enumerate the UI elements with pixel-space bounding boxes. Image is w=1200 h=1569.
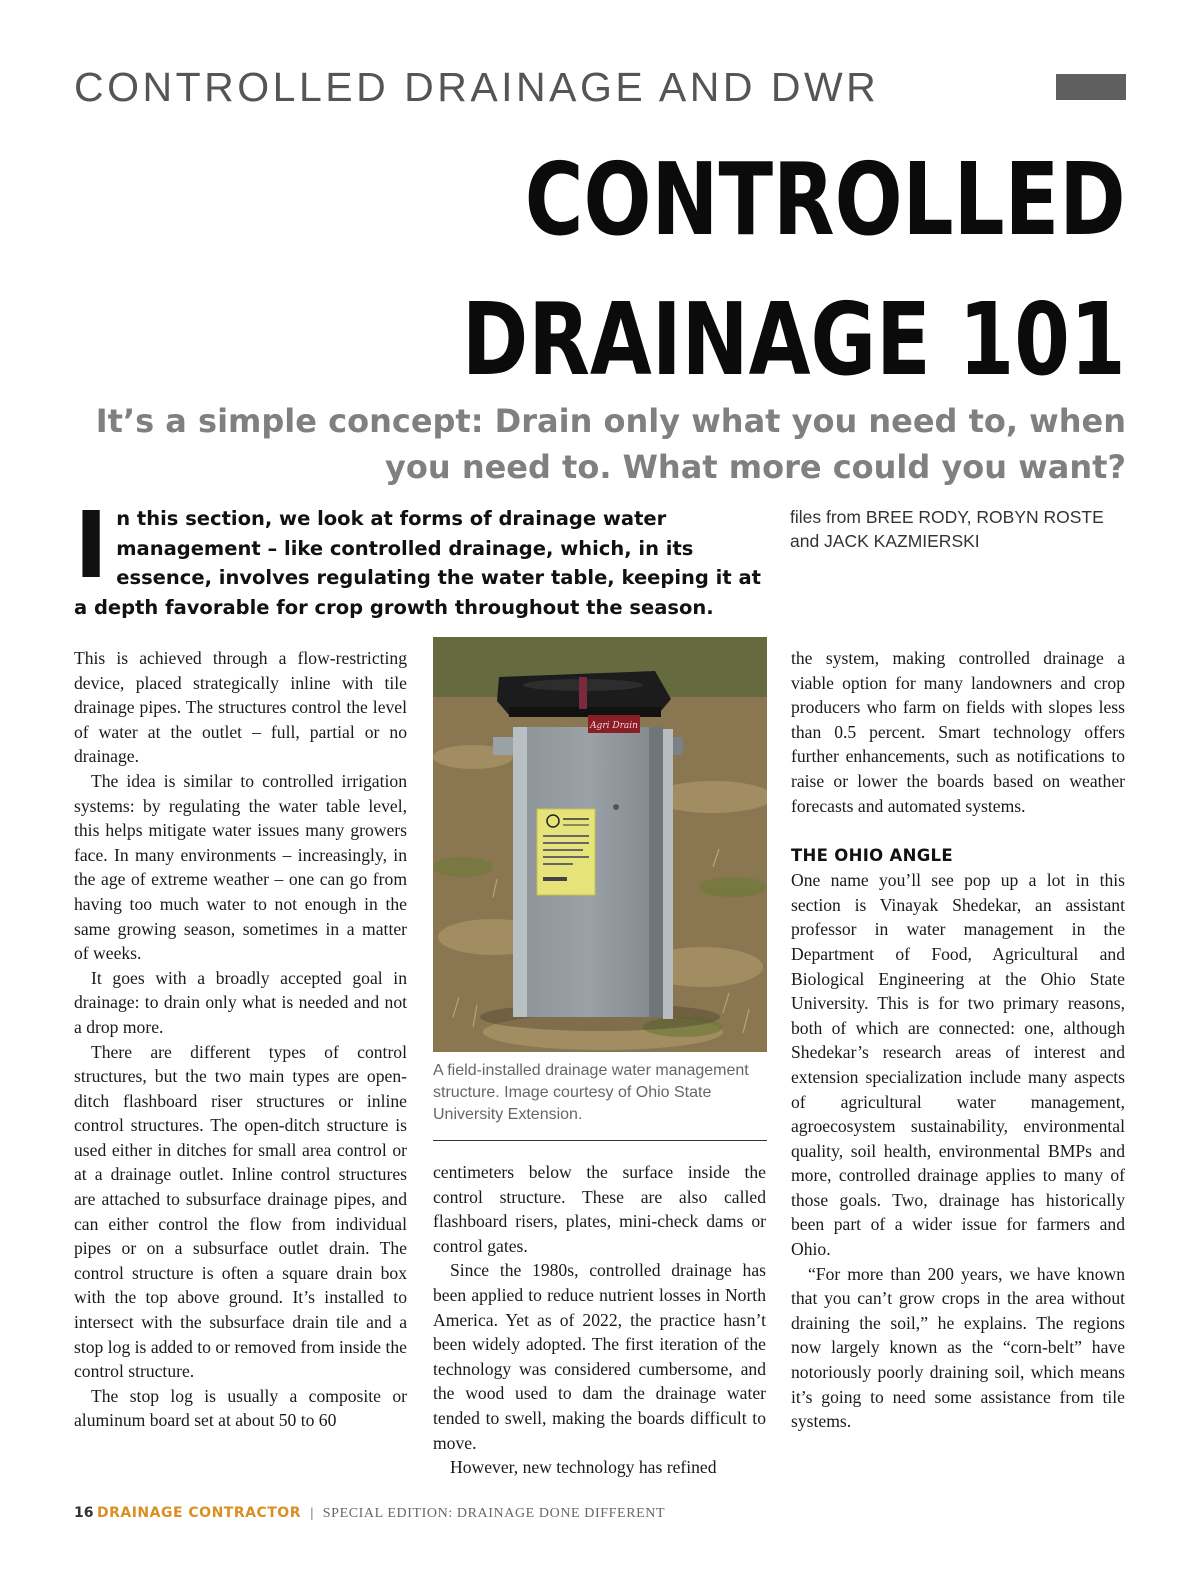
headline-line-1: CONTROLLED	[525, 141, 1126, 258]
section-header-bar	[1056, 74, 1126, 100]
page-number: 16	[74, 1505, 94, 1521]
paragraph: One name you’ll see pop up a lot in this section is Vinayak Shedekar, an assistant professor in water management in the Department of Food, Agricultural and Biological Engineering at the Ohio State University. This is for two primary reasons, both of which are connected: one, although Shedekar’s research areas of interest and extension specialization include many aspects of agricultural water management, agroecosystem sustainability, environmental quality, soil health, environmental BMPs and more, controlled drainage applies to many of those goals. Two, drainage has historically been part of a wider issue for farmers and Ohio.	[791, 870, 1125, 1260]
paragraph: However, new technology has refined	[450, 1457, 717, 1478]
drainage-structure-illustration	[433, 637, 767, 1052]
footer-separator: |	[310, 1506, 314, 1521]
magazine-name: DRAINAGE CONTRACTOR	[96, 1505, 301, 1521]
headline-line-2: DRAINAGE 101	[462, 281, 1126, 398]
paragraph: This is achieved through a flow-restricting device, placed strategically inline with tile drainage pipes. The structures control the level of water at the outlet – full, partial or no drainage.	[74, 648, 407, 767]
drop-cap: I	[74, 492, 109, 599]
article-column-2	[433, 1160, 766, 1480]
article-column-3	[791, 646, 1125, 1434]
paragraph: The stop log is usually a composite or aluminum board set at about 50 to 60	[74, 1385, 407, 1431]
section-header	[74, 62, 1126, 112]
paragraph: The idea is similar to controlled irrigation systems: by regulating the water table level, this helps mitigate water issues many growers face. In many environments – increasingly, in the age of extreme weather – one can go from having too much water to not enough in the same growing season, sometimes in a matter of weeks.	[74, 770, 407, 964]
paragraph: centimeters below the surface inside the control structure. These are also called flashboard risers, plates, mini-check dams or control gates.	[433, 1162, 766, 1256]
paragraph: “For more than 200 years, we have known that you can’t grow crops in the area without draining the soil,” he explains. The regions now largely known as the “corn-belt” have notoriously poorly draining soil, which means it’s going to need some assistance from tile systems.	[791, 1263, 1125, 1432]
page-footer	[74, 1504, 665, 1523]
paragraph: Since the 1980s, controlled drainage has been applied to reduce nutrient losses in North America. Yet as of 2022, the practice hasn’t been widely adopted. The first iteration of the technology was considered cumbersome, and the wood used to dam the drainage water tended to swell, making the boards difficult to move.	[433, 1260, 766, 1453]
paragraph: There are different types of control structures, but the two main types are open-ditch flashboard riser structures or inline control structures. The open-ditch structure is used either in ditches for small area control or at a drainage outlet. Inline control structures are attached to subsurface drainage pipes, and can either control the flow from individual pipes or on a subsurface outlet drain. The control structure is often a square drain box with the top above ground. It’s installed to intersect with the subsurface drain tile and a stop log is added to or removed from inside the control structure.	[74, 1041, 407, 1382]
edition-label: SPECIAL EDITION: DRAINAGE DONE DIFFERENT	[322, 1506, 666, 1521]
intro-text: n this section, we look at forms of drainage water management – like controlled drainage, which, in its essence, involves regulating the water table, keeping it at a depth favorable for crop growth throughout the season.	[74, 507, 761, 619]
byline-credit: files from BREE RODY, ROBYN ROSTE and JACK KAZMIERSKI	[790, 507, 1104, 551]
photo-drainage-structure	[433, 637, 767, 1052]
paragraph: It goes with a broadly accepted goal in drainage: to drain only what is needed and not a drop more.	[74, 967, 407, 1037]
photo-caption: A field-installed drainage water management structure. Image courtesy of Ohio State University Extension.	[433, 1060, 767, 1141]
box-brand-label: Agri Drain	[590, 721, 638, 731]
paragraph: the system, making controlled drainage a viable option for many landowners and crop producers who farm on fields with slopes less than 0.5 percent. Smart technology offers further enhancements, such as notifications to raise or lower the boards based on weather forecasts and automated systems.	[791, 648, 1125, 816]
section-header-label: CONTROLLED DRAINAGE AND DWR	[74, 64, 880, 110]
article-column-1	[74, 646, 407, 1433]
deck: It’s a simple concept: Drain only what you need to, when you need to. What more could you want?	[95, 402, 1126, 486]
headline	[462, 130, 1126, 410]
subhead-ohio-angle: THE OHIO ANGLE	[791, 846, 953, 866]
intro-paragraph	[74, 492, 764, 622]
